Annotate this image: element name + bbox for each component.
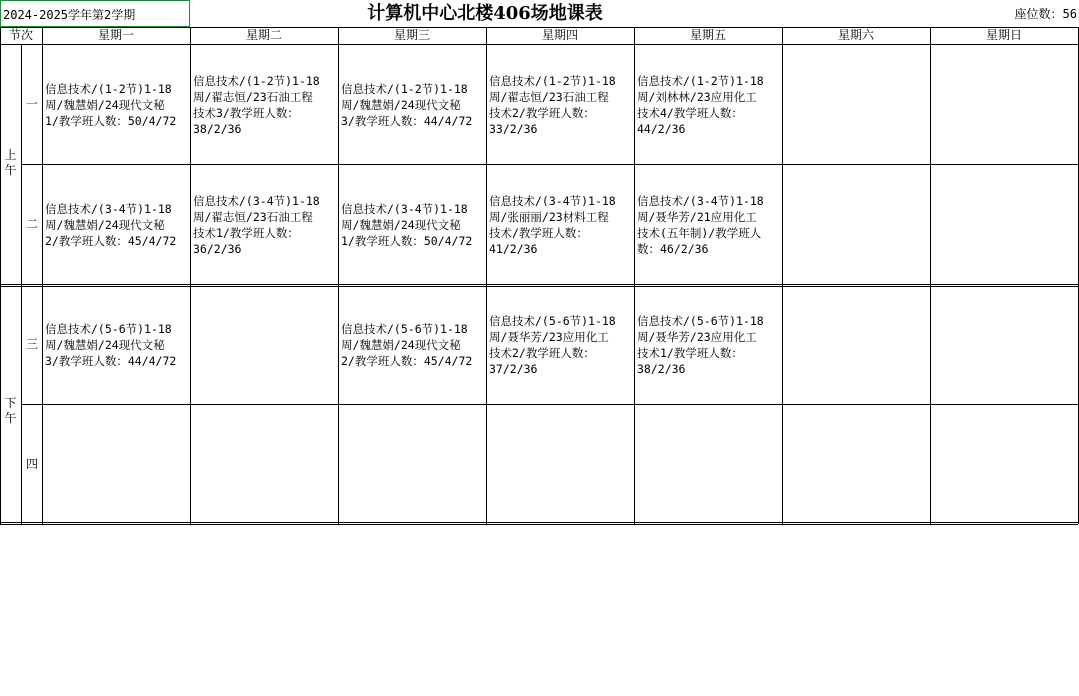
schedule-cell[interactable]: 信息技术/(3-4节)1-18 周/魏慧娟/24现代文秘 1/教学班人数：50/4/72 xyxy=(341,201,473,248)
schedule-cell[interactable] xyxy=(43,405,190,524)
schedule-cell[interactable] xyxy=(931,287,1078,403)
day-header: 星期三 xyxy=(393,28,430,42)
schedule-cell[interactable]: 信息技术/(1-2节)1-18 周/魏慧娟/24现代文秘 3/教学班人数：44/4/72 xyxy=(341,82,473,128)
seat-count: 座位数：56 xyxy=(1014,7,1077,21)
schedule-cell[interactable]: 信息技术/(5-6节)1-18 周/魏慧娟/24现代文秘 3/教学班人数：44/4/72 xyxy=(45,322,177,368)
schedule-cell[interactable] xyxy=(783,165,930,284)
schedule-cell[interactable] xyxy=(931,165,1078,284)
schedule-cell[interactable] xyxy=(931,46,1078,164)
schedule-cell[interactable] xyxy=(191,287,338,403)
morning-label: 上 午 xyxy=(4,148,17,177)
schedule-cell[interactable]: 信息技术/(5-6节)1-18 周/聂华芳/23应用化工 技术2/教学班人数： 37/2/36 xyxy=(489,314,616,376)
schedule-cell[interactable] xyxy=(931,405,1078,524)
schedule-cell[interactable]: 信息技术/(3-4节)1-18 周/张丽丽/23材料工程 技术/教学班人数： 41/2/36 xyxy=(489,193,616,256)
schedule-cell[interactable]: 信息技术/(1-2节)1-18 周/翟志恒/23石油工程 技术2/教学班人数： 33/2/36 xyxy=(489,74,616,136)
period-4-label: 四 xyxy=(25,457,38,471)
grid-line-v xyxy=(0,27,1,524)
grid-line-h xyxy=(0,524,1078,525)
schedule-cell[interactable]: 信息技术/(3-4节)1-18 周/魏慧娟/24现代文秘 2/教学班人数：45/4/72 xyxy=(45,201,177,248)
afternoon-label: 下 午 xyxy=(4,396,17,425)
day-header: 星期一 xyxy=(97,28,134,42)
grid-line-h xyxy=(0,284,1078,285)
schedule-cell[interactable] xyxy=(487,405,634,524)
period-column-header: 节次 xyxy=(8,28,33,42)
day-header: 星期二 xyxy=(245,28,282,42)
schedule-cell[interactable]: 信息技术/(3-4节)1-18 周/翟志恒/23石油工程 技术1/教学班人数： 36/2/36 xyxy=(193,193,320,256)
schedule-cell[interactable] xyxy=(783,46,930,164)
schedule-cell[interactable] xyxy=(783,287,930,403)
day-header: 星期四 xyxy=(541,28,578,42)
page-title: 计算机中心北楼406场地课表 xyxy=(367,3,603,24)
schedule-cell[interactable] xyxy=(191,405,338,524)
schedule-cell[interactable]: 信息技术/(1-2节)1-18 周/魏慧娟/24现代文秘 1/教学班人数：50/4/72 xyxy=(45,82,177,128)
grid-line-h xyxy=(0,44,1078,45)
period-1-label: 一 xyxy=(25,97,38,111)
semester-label[interactable]: 2024-2025学年第2学期 xyxy=(0,0,190,27)
day-header: 星期五 xyxy=(689,28,726,42)
schedule-cell[interactable] xyxy=(339,405,486,524)
schedule-cell[interactable]: 信息技术/(1-2节)1-18 周/刘林林/23应用化工 技术4/教学班人数： 44/2/36 xyxy=(637,74,764,136)
day-header: 星期日 xyxy=(985,28,1022,42)
schedule-cell[interactable]: 信息技术/(1-2节)1-18 周/翟志恒/23石油工程 技术3/教学班人数： 38/2/36 xyxy=(193,74,320,136)
day-header: 星期六 xyxy=(837,28,874,42)
schedule-cell[interactable] xyxy=(783,405,930,524)
schedule-cell[interactable]: 信息技术/(3-4节)1-18 周/聂华芳/21应用化工 技术(五年制)/教学班人 数：46/2/36 xyxy=(637,193,764,256)
period-2-label: 二 xyxy=(25,217,38,231)
schedule-cell[interactable]: 信息技术/(5-6节)1-18 周/魏慧娟/24现代文秘 2/教学班人数：45/4/72 xyxy=(341,322,473,368)
schedule-cell[interactable] xyxy=(635,405,782,524)
schedule-cell[interactable]: 信息技术/(5-6节)1-18 周/聂华芳/23应用化工 技术1/教学班人数： 38/2/36 xyxy=(637,314,764,376)
period-3-label: 三 xyxy=(25,337,38,351)
